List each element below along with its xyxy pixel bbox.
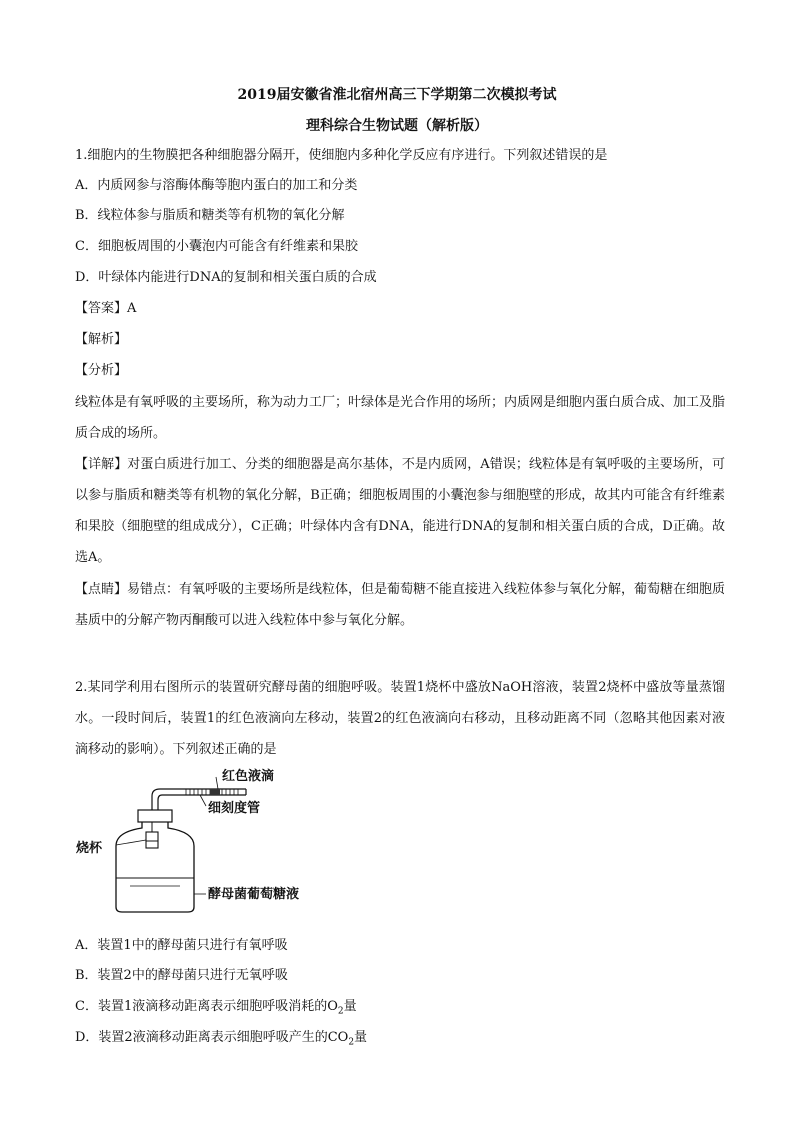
q1-fenxi-heading: 【分析】 <box>75 363 128 378</box>
label-yeast-glucose-solution: 酵母菌葡萄糖液 <box>208 887 300 902</box>
q2-option-c: C．装置1液滴移动距离表示细胞呼吸消耗的$O_2$量 <box>75 999 357 1017</box>
page-title: 2019届安徽省淮北宿州高三下学期第二次模拟考试 <box>237 87 557 103</box>
q2-option-b: B．装置2中的酵母菌只进行无氧呼吸 <box>75 968 288 983</box>
red-droplet <box>210 789 220 795</box>
label-beaker: 烧杯 <box>76 841 103 856</box>
label-graduated-tube: 细刻度管 <box>208 801 261 816</box>
q1-answer: 【答案】A <box>75 301 137 316</box>
q1-option-a: A．内质网参与溶酶体酶等胞内蛋白的加工和分类 <box>75 178 358 193</box>
page-subtitle: 理科综合生物试题（解析版） <box>306 118 488 134</box>
q2-option-d: D．装置2液滴移动距离表示细胞呼吸产生的$CO_2$量 <box>75 1030 368 1048</box>
small-beaker <box>146 832 158 848</box>
stopper <box>138 810 172 822</box>
q2-stem: 2.某同学利用右图所示的装置研究酵母菌的细胞呼吸。装置1烧杯中盛放NaOH溶液，装置2烧杯中盛放等量蒸馏水。一段时间后，装置1的红色液滴向左移动，装置2的红色液滴向右移动，且移动距离不同（忽略其他因素对液滴移动的影响）。下列叙述正确的是 <box>75 680 725 757</box>
q1-analysis-heading: 【解析】 <box>75 332 128 347</box>
yeast-respiration-apparatus-diagram <box>76 762 346 922</box>
q1-fenxi-text: 线粒体是有氧呼吸的主要场所，称为动力工厂；叶绿体是光合作用的场所；内质网是细胞内蛋白质合成、加工及脂质合成的场所。 <box>75 395 726 441</box>
q1-option-c: C．细胞板周围的小囊泡内可能含有纤维素和果胶 <box>75 239 358 254</box>
q1-option-d: D．叶绿体内能进行DNA的复制和相关蛋白质的合成 <box>75 270 377 285</box>
q1-note-text: 【点睛】易错点：有氧呼吸的主要场所是线粒体，但是葡萄糖不能直接进入线粒体参与氧化分解，葡萄糖在细胞质基质中的分解产物丙酮酸可以进入线粒体中参与氧化分解。 <box>75 582 726 628</box>
q1-detail-text: 【详解】对蛋白质进行加工、分类的细胞器是高尔基体，不是内质网，A错误；线粒体是有氧呼吸的主要场所，可以参与脂质和糖类等有机物的氧化分解，B正确；细胞板周围的小囊泡参与细胞壁的形成，故其内可能含有纤维素和果胶（细胞壁的组成成分），C正确；叶绿体内含有DNA，能进行DNA的复制和相关蛋白质的合成，D正确。故选A。 <box>75 457 725 565</box>
q2-option-a: A．装置1中的酵母菌只进行有氧呼吸 <box>75 938 288 953</box>
q1-stem: 1.细胞内的生物膜把各种细胞器分隔开，使细胞内多种化学反应有序进行。下列叙述错误的是 <box>75 148 608 163</box>
label-red-droplet: 红色液滴 <box>222 769 275 784</box>
q1-option-b: B．线粒体参与脂质和糖类等有机物的氧化分解 <box>75 208 345 223</box>
